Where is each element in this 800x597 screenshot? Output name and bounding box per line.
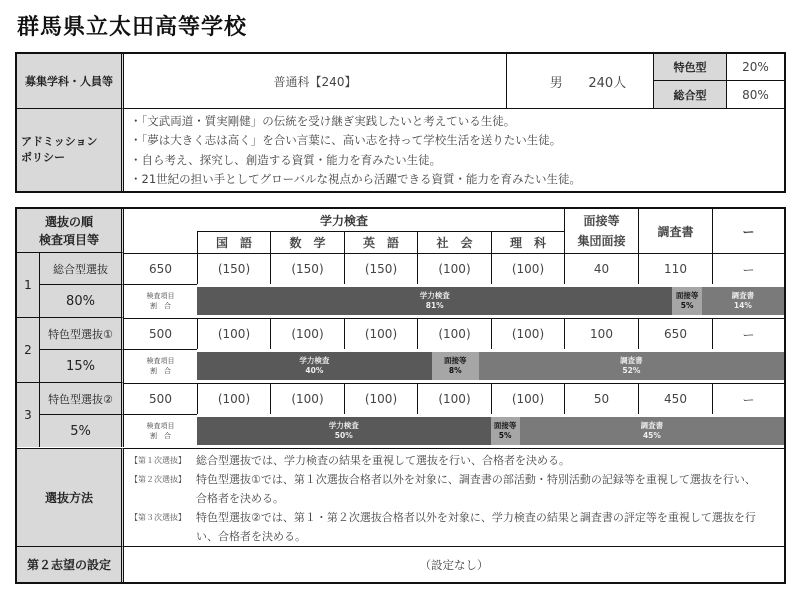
policy-item: ・「夢は大きく志は高く」を合い言葉に、高い志を持って学校生活を送りたい生徒。 xyxy=(130,133,562,148)
subject-score: (100) xyxy=(344,318,417,349)
subject-score: (100) xyxy=(197,318,270,349)
gender-count xyxy=(507,54,654,109)
policy-item: ・自ら考え、探究し、創造する資質・能力を育みたい生徒。 xyxy=(130,152,442,167)
subject-score: (150) xyxy=(344,253,417,284)
total-score: 500 xyxy=(124,383,197,414)
admission-policy-list xyxy=(124,109,784,191)
type-label-tokushoku: 特色型 xyxy=(654,54,727,81)
interview-score: 40 xyxy=(564,253,638,284)
recruitment-label: 募集学科・人員等 xyxy=(17,54,124,109)
bar-academic: 学力検査 50% xyxy=(197,417,491,445)
header-subject: 数 学 xyxy=(270,231,344,253)
policy-item: ・「文武両道・質実剛健」の伝統を受け継ぎ実践したいと考えている生徒。 xyxy=(130,113,516,128)
selection-share: 80% xyxy=(40,284,124,317)
total-score: 500 xyxy=(124,318,197,349)
header-other: ー xyxy=(712,209,784,253)
ratio-bar xyxy=(197,417,784,445)
subject-score: (100) xyxy=(270,383,344,414)
subject-score: (100) xyxy=(491,383,564,414)
bar-interview: 面接等 5% xyxy=(491,417,520,445)
method-item: 【第３次選抜】 特色型選抜②では、第１・第２次選抜合格者以外を対象に、学力検査の結果と調査書の評定等を重視して選抜を行 xyxy=(130,511,756,524)
method-item: 【第１次選抜】 総合型選抜では、学力検査の結果を重視して選抜を行い、合格者を決める。 xyxy=(130,454,570,467)
bar-academic: 学力検査 40% xyxy=(197,352,432,380)
admission-policy-label: アドミッション ポリシー xyxy=(17,109,124,191)
interview-score: 50 xyxy=(564,383,638,414)
ratio-bar xyxy=(197,287,784,315)
header-interview: 面接等 集団面接 xyxy=(564,209,638,253)
subject-score: (100) xyxy=(417,318,491,349)
header-subject: 英 語 xyxy=(344,231,417,253)
capacity-value: 240人 xyxy=(588,75,627,91)
bar-report: 調査書 52% xyxy=(479,352,784,380)
other-score: ー xyxy=(712,318,784,349)
order-number: 1 xyxy=(17,252,40,317)
subject-score: (100) xyxy=(491,318,564,349)
other-score: ー xyxy=(712,253,784,284)
ratio-bar xyxy=(197,352,784,380)
course-value: 普通科【240】 xyxy=(124,54,507,109)
total-score: 650 xyxy=(124,253,197,284)
order-number: 3 xyxy=(17,382,40,447)
bar-academic: 学力検査 81% xyxy=(197,287,672,315)
subject-score: (150) xyxy=(197,253,270,284)
recruitment-table xyxy=(15,52,786,193)
header-subject: 社 会 xyxy=(417,231,491,253)
selection-method-list: 【第１次選抜】 総合型選抜では、学力検査の結果を重視して選抜を行い、合格者を決める。 【第２次選抜】 特色型選抜①では、第１次選抜合格者以外を対象に、調査書の部活動・特別活動の記録等を重視して選抜を行い、 合格者を決める。 【第３次選抜】 特色型選抜②では、第１・第２次選抜合格者以外を対象に、学力検査の結果と調査書の評定等を重視して選抜を行 い、合格者を決める。 xyxy=(124,448,784,546)
subject-score: (100) xyxy=(197,383,270,414)
bar-interview: 面接等 5% xyxy=(672,287,701,315)
selection-name: 特色型選抜② xyxy=(40,382,124,414)
report-score: 450 xyxy=(638,383,712,414)
selection-share: 15% xyxy=(40,349,124,382)
header-subject: 国 語 xyxy=(197,231,270,253)
ratio-label: 検査項目 割 合 xyxy=(124,284,197,317)
second-choice-label: 第２志望の設定 xyxy=(17,546,124,582)
header-report: 調査書 xyxy=(638,209,712,253)
selection-name: 特色型選抜① xyxy=(40,317,124,349)
subject-score: (100) xyxy=(417,253,491,284)
ratio-label: 検査項目 割 合 xyxy=(124,414,197,447)
page-title: 群馬県立太田高等学校 xyxy=(17,15,248,40)
subject-score: (100) xyxy=(270,318,344,349)
header-subject: 理 科 xyxy=(491,231,564,253)
selection-share: 5% xyxy=(40,414,124,447)
subject-score: (100) xyxy=(344,383,417,414)
header-academic: 学力検査 xyxy=(319,213,368,228)
selection-table xyxy=(15,207,786,584)
type-ratio-sogo: 80% xyxy=(727,81,784,109)
ratio-label: 検査項目 割 合 xyxy=(124,349,197,382)
interview-score: 100 xyxy=(564,318,638,349)
bar-interview: 面接等 8% xyxy=(432,352,479,380)
report-score: 110 xyxy=(638,253,712,284)
selection-corner-label: 選抜の順 検査項目等 xyxy=(17,209,124,252)
subject-score: (150) xyxy=(270,253,344,284)
bar-report: 調査書 14% xyxy=(702,287,784,315)
order-number: 2 xyxy=(17,317,40,382)
selection-method-label: 選抜方法 xyxy=(17,448,124,546)
other-score: ー xyxy=(712,383,784,414)
report-score: 650 xyxy=(638,318,712,349)
bar-report: 調査書 45% xyxy=(520,417,784,445)
subject-score: (100) xyxy=(417,383,491,414)
type-ratio-tokushoku: 20% xyxy=(727,54,784,81)
policy-item: ・21世紀の担い手としてグローバルな視点から活躍できる資質・能力を育みたい生徒。 xyxy=(130,172,582,187)
second-choice-value: （設定なし） xyxy=(124,546,784,582)
subject-score: (100) xyxy=(491,253,564,284)
selection-name: 総合型選抜 xyxy=(40,252,124,284)
header-blank xyxy=(124,231,197,252)
method-item: 【第２次選抜】 特色型選抜①では、第１次選抜合格者以外を対象に、調査書の部活動・特別活動の記録等を重視して選抜を行い、 xyxy=(130,473,756,486)
gender-value: 男 xyxy=(549,75,563,91)
type-label-sogo: 総合型 xyxy=(654,81,727,109)
